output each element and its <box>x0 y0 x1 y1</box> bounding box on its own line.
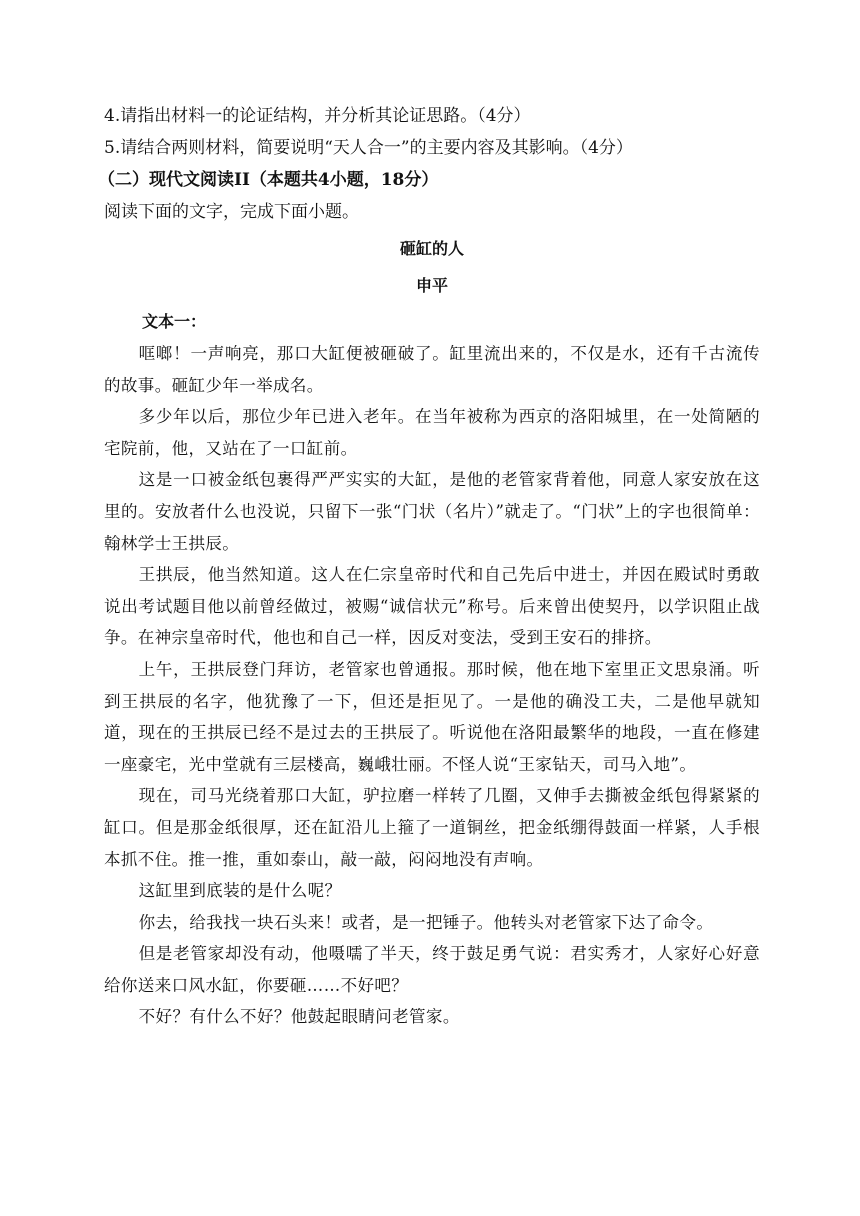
article-title: 砸缸的人 <box>399 239 464 258</box>
article-paragraph: 你去，给我找一块石头来！或者，是一把锤子。他转头对老管家下达了命令。 <box>138 912 714 932</box>
article-paragraph: 这是一口被金纸包裹得严严实实的大缸，是他的老管家背着他，同意人家安放在这里的。安放者什么也没说，只留下一张“门状（名片）”就走了。“门状”上的字也很简单：翰林学士王拱辰。 <box>104 470 760 553</box>
article-paragraph: 哐啷！一声响亮，那口大缸便被砸破了。缸里流出来的，不仅是水，还有千古流传的故事。砸缸少年一举成名。 <box>104 344 760 395</box>
article-paragraph: 但是老管家却没有动，他嗫嚅了半天，终于鼓足勇气说：君实秀才，人家好心好意给你送来口风水缸，你要砸……不好吧？ <box>104 944 760 995</box>
article-author: 申平 <box>415 276 448 295</box>
question-4: 4.请指出材料一的论证结构，并分析其论证思路。（4分） <box>104 106 531 126</box>
article-paragraph: 上午，王拱辰登门拜访，老管家也曾通报。那时候，他在地下室里正文思泉涌。听到王拱辰的名字，他犹豫了一下，但还是拒见了。一是他的确没工夫，二是他早就知道，现在的王拱辰已经不是过去的王拱辰了。听说他在洛阳最繁华的地段，一直在修建一座豪宅，光中堂就有三层楼高，巍峨壮丽。不怪人说“王家钻天，司马入地”。 <box>104 659 760 774</box>
article-paragraph: 这缸里到底装的是什么呢？ <box>138 881 342 901</box>
article-paragraph: 不好？有什么不好？他鼓起眼睛问老管家。 <box>138 1007 460 1027</box>
article-paragraph: 王拱辰，他当然知道。这人在仁宗皇帝时代和自己先后中进士，并因在殿试时勇敢说出考试题目他以前曾经做过，被赐“诚信状元”称号。后来曾出使契丹，以学识阻止战争。在神宗皇帝时代，他也和自己一样，因反对变法，受到王安石的排挤。 <box>104 565 760 648</box>
article-paragraph: 多少年以后，那位少年已进入老年。在当年被称为西京的洛阳城里，在一处简陋的宅院前，他，又站在了一口缸前。 <box>104 407 760 458</box>
document-page <box>98 100 760 1033</box>
reading-instruction: 阅读下面的文字，完成下面小题。 <box>104 202 359 222</box>
section-heading: （二）现代文阅读II（本题共4小题，18分） <box>98 170 439 190</box>
text-one-label: 文本一： <box>142 312 207 331</box>
question-5: 5.请结合两则材料，简要说明“天人合一”的主要内容及其影响。（4分） <box>104 138 633 158</box>
article-paragraph: 现在，司马光绕着那口大缸，驴拉磨一样转了几圈，又伸手去撕被金纸包得紧紧的缸口。但是那金纸很厚，还在缸沿儿上箍了一道铜丝，把金纸绷得鼓面一样紧，人手根本抓不住。推一推，重如泰山，敲一敲，闷闷地没有声响。 <box>104 786 760 869</box>
